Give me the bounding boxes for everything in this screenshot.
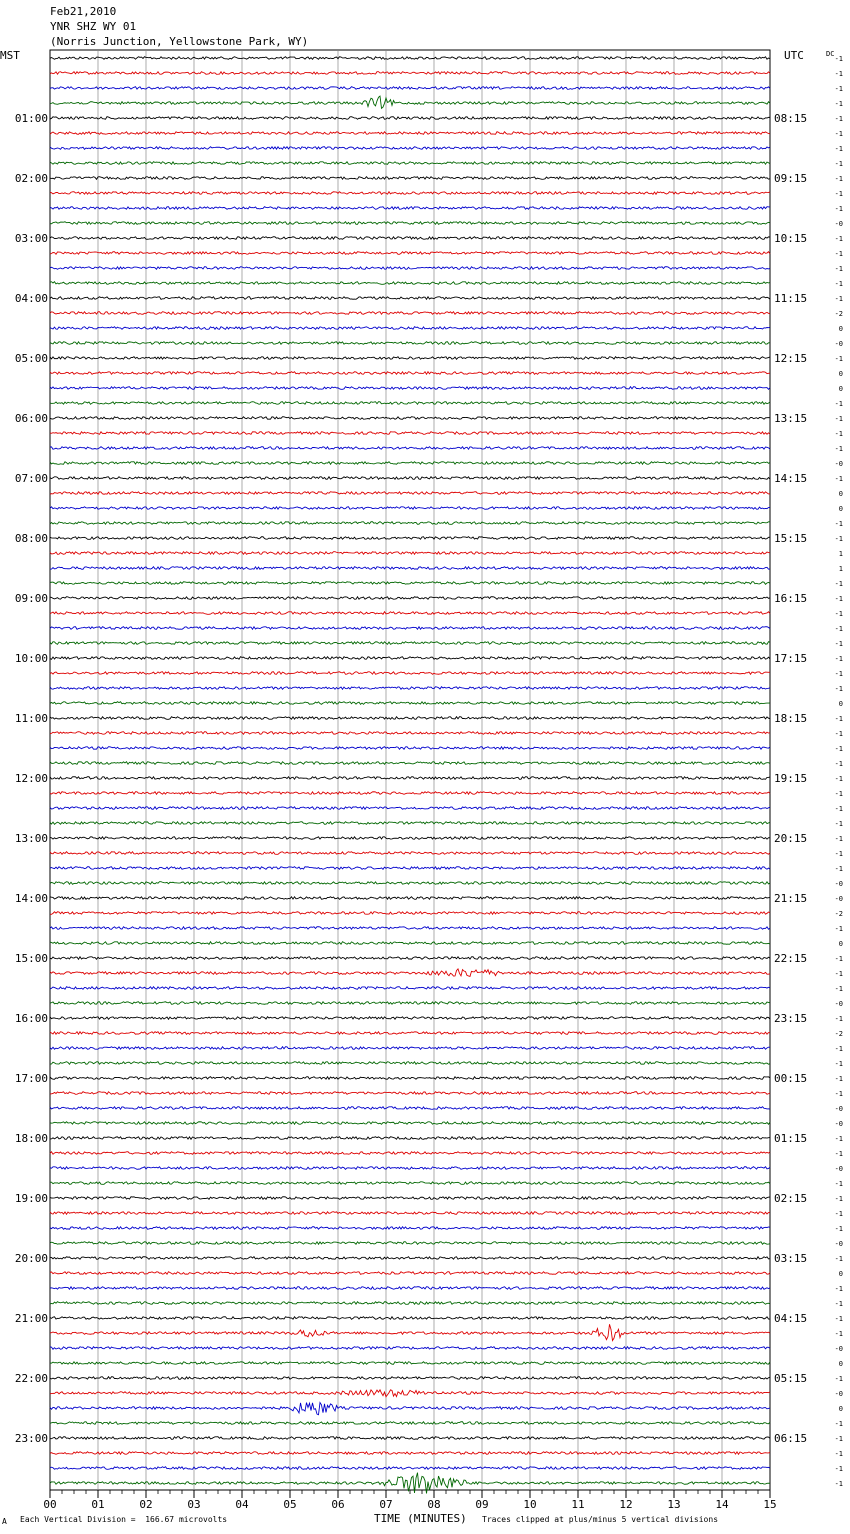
trace-line <box>50 1182 770 1185</box>
hour-label-mst: 12:00 <box>14 772 48 785</box>
clip-note: Traces clipped at plus/minus 5 vertical divisions <box>482 1515 719 1524</box>
trace-line <box>50 1062 770 1065</box>
dc-offset-label: -1 <box>834 430 843 438</box>
dc-offset-label: -1 <box>834 175 843 183</box>
dc-offset-label: -1 <box>834 1420 843 1428</box>
trace-line <box>50 822 770 825</box>
dc-offset-label: 0 <box>838 325 843 333</box>
dc-offset-label: -1 <box>834 160 843 168</box>
dc-offset-label: -1 <box>834 1150 843 1158</box>
trace-line <box>50 942 770 945</box>
dc-offset-label: -2 <box>834 1030 843 1038</box>
x-tick-label: 07 <box>379 1498 393 1511</box>
dc-offset-label: -1 <box>834 730 843 738</box>
hour-label-utc: 21:15 <box>774 892 808 905</box>
hour-label-mst: 06:00 <box>14 412 48 425</box>
trace-line <box>50 642 770 645</box>
trace-line <box>50 777 770 780</box>
trace-line <box>50 987 770 990</box>
dc-offset-label: -1 <box>834 790 843 798</box>
trace-line <box>50 72 770 75</box>
dc-offset-label: -1 <box>834 820 843 828</box>
dc-offset-label: -1 <box>834 235 843 243</box>
trace-line <box>50 762 770 765</box>
dc-offset-label: -1 <box>834 865 843 873</box>
dc-offset-label: -1 <box>834 130 843 138</box>
trace-line <box>50 1227 770 1230</box>
station-name: YNR SHZ WY 01 <box>50 20 137 33</box>
trace-line <box>50 1242 770 1245</box>
dc-offset-label: -1 <box>834 1375 843 1383</box>
hour-label-utc: 04:15 <box>774 1312 808 1325</box>
trace-line <box>50 717 770 720</box>
trace-line <box>50 1362 770 1365</box>
dc-offset-label: -1 <box>834 685 843 693</box>
dc-offset-label: -1 <box>834 250 843 258</box>
dc-offset-label: -1 <box>834 1180 843 1188</box>
dc-offset-label: -0 <box>834 1240 843 1248</box>
dc-offset-label: -1 <box>834 1045 843 1053</box>
x-tick-label: 01 <box>91 1498 105 1511</box>
x-tick-label: 15 <box>763 1498 777 1511</box>
trace-line <box>50 507 770 510</box>
hour-label-utc: 02:15 <box>774 1192 808 1205</box>
hour-label-utc: 01:15 <box>774 1132 808 1145</box>
trace-line <box>50 732 770 735</box>
hour-label-mst: 07:00 <box>14 472 48 485</box>
x-tick-label: 00 <box>43 1498 57 1511</box>
hour-label-utc: 00:15 <box>774 1072 808 1085</box>
hour-label-utc: 11:15 <box>774 292 808 305</box>
dc-offset-label: -0 <box>834 1165 843 1173</box>
hour-label-mst: 23:00 <box>14 1432 48 1445</box>
hour-label-utc: 12:15 <box>774 352 808 365</box>
trace-line <box>50 342 770 345</box>
hour-label-mst: 22:00 <box>14 1372 48 1385</box>
dc-offset-label: -1 <box>834 775 843 783</box>
dc-offset-label: 0 <box>838 385 843 393</box>
trace-line <box>50 1422 770 1425</box>
trace-line <box>50 1077 770 1080</box>
trace-line <box>50 837 770 840</box>
dc-offset-label: -1 <box>834 190 843 198</box>
dc-offset-label: -1 <box>834 955 843 963</box>
x-tick-label: 05 <box>283 1498 297 1511</box>
trace-line <box>50 1324 770 1340</box>
trace-line <box>50 1122 770 1125</box>
trace-line <box>50 969 770 976</box>
trace-line <box>50 237 770 240</box>
dc-offset-label: -1 <box>834 595 843 603</box>
trace-line <box>50 387 770 390</box>
trace-line <box>50 1137 770 1140</box>
trace-line <box>50 597 770 600</box>
dc-offset-label: -1 <box>834 415 843 423</box>
dc-offset-label: 0 <box>838 490 843 498</box>
trace-line <box>50 477 770 480</box>
trace-line <box>50 432 770 435</box>
dc-offset-label: -1 <box>834 265 843 273</box>
trace-line <box>50 357 770 360</box>
corner-mark: A <box>2 1517 7 1526</box>
dc-offset-label: -1 <box>834 670 843 678</box>
hour-label-mst: 18:00 <box>14 1132 48 1145</box>
trace-line <box>50 792 770 795</box>
trace-line <box>50 177 770 180</box>
trace-line <box>50 117 770 120</box>
dc-offset-label: -1 <box>834 1465 843 1473</box>
dc-offset-label: -1 <box>834 1435 843 1443</box>
dc-offset-label: 0 <box>838 370 843 378</box>
hour-label-utc: 05:15 <box>774 1372 808 1385</box>
dc-offset-label: -1 <box>834 745 843 753</box>
station-location: (Norris Junction, Yellowstone Park, WY) <box>50 35 309 48</box>
trace-line <box>50 462 770 465</box>
dc-offset-label: -1 <box>834 1060 843 1068</box>
dc-offset-label: -1 <box>834 205 843 213</box>
x-tick-label: 10 <box>523 1498 537 1511</box>
dc-offset-label: -1 <box>834 1090 843 1098</box>
dc-offset-label: -1 <box>834 1300 843 1308</box>
trace-line <box>50 1377 770 1380</box>
hour-label-mst: 17:00 <box>14 1072 48 1085</box>
trace-line <box>50 1047 770 1050</box>
dc-offset-label: -1 <box>834 1315 843 1323</box>
dc-offset-label: -1 <box>834 640 843 648</box>
hour-label-mst: 19:00 <box>14 1192 48 1205</box>
x-axis-title: TIME (MINUTES) <box>374 1512 467 1525</box>
dc-offset-label: -2 <box>834 910 843 918</box>
hour-label-utc: 08:15 <box>774 112 808 125</box>
dc-offset-label: -1 <box>834 295 843 303</box>
dc-offset-label: -1 <box>834 1195 843 1203</box>
trace-line <box>50 1403 770 1415</box>
dc-offset-label: -1 <box>834 580 843 588</box>
trace-line <box>50 702 770 705</box>
dc-offset-label: -1 <box>834 1330 843 1338</box>
dc-offset-label: -1 <box>834 145 843 153</box>
x-tick-label: 08 <box>427 1498 441 1511</box>
trace-line <box>50 1017 770 1020</box>
x-tick-label: 04 <box>235 1498 249 1511</box>
hour-label-utc: 17:15 <box>774 652 808 665</box>
dc-offset-label: -1 <box>834 1015 843 1023</box>
dc-offset-label: 0 <box>838 505 843 513</box>
utc-label: UTC <box>784 49 804 62</box>
hour-label-mst: 20:00 <box>14 1252 48 1265</box>
dc-offset-label: -1 <box>834 520 843 528</box>
dc-offset-label: -0 <box>834 1105 843 1113</box>
hour-label-mst: 09:00 <box>14 592 48 605</box>
trace-line <box>50 897 770 900</box>
dc-offset-label: -0 <box>834 880 843 888</box>
trace-line <box>50 927 770 930</box>
hour-label-utc: 13:15 <box>774 412 808 425</box>
x-tick-label: 03 <box>187 1498 201 1511</box>
trace-line <box>50 1152 770 1155</box>
trace-line <box>50 96 770 108</box>
trace-line <box>50 552 770 555</box>
dc-offset-label: -1 <box>834 610 843 618</box>
dc-offset-label: -0 <box>834 1120 843 1128</box>
dc-offset-label: -1 <box>834 760 843 768</box>
dc-offset-label: -1 <box>834 1135 843 1143</box>
trace-line <box>50 867 770 870</box>
trace-line <box>50 1317 770 1320</box>
dc-offset-label: -1 <box>834 1450 843 1458</box>
trace-line <box>50 1167 770 1170</box>
dc-offset-label: -1 <box>834 1285 843 1293</box>
trace-line <box>50 222 770 225</box>
hour-label-mst: 11:00 <box>14 712 48 725</box>
dc-offset-label: 1 <box>838 550 843 558</box>
trace-line <box>50 1272 770 1275</box>
dc-offset-label: 0 <box>838 1405 843 1413</box>
trace-line <box>50 852 770 855</box>
hour-label-utc: 15:15 <box>774 532 808 545</box>
dc-offset-label: -1 <box>834 835 843 843</box>
trace-line <box>50 417 770 420</box>
trace-line <box>50 1287 770 1290</box>
trace-line <box>50 582 770 585</box>
x-tick-label: 13 <box>667 1498 681 1511</box>
trace-line <box>50 1107 770 1110</box>
dc-offset-label: -1 <box>834 970 843 978</box>
trace-line <box>50 1467 770 1470</box>
trace-line <box>50 567 770 570</box>
trace-line <box>50 162 770 165</box>
hour-label-mst: 16:00 <box>14 1012 48 1025</box>
hour-label-utc: 23:15 <box>774 1012 808 1025</box>
trace-line <box>50 627 770 630</box>
trace-line <box>50 612 770 615</box>
dc-offset-label: -1 <box>834 1480 843 1488</box>
dc-offset-label: -0 <box>834 1345 843 1353</box>
dc-offset-label: -1 <box>834 1210 843 1218</box>
trace-line <box>50 402 770 405</box>
trace-line <box>50 87 770 90</box>
dc-offset-label: -1 <box>834 1255 843 1263</box>
plot-frame <box>50 50 770 1490</box>
dc-offset-label: -1 <box>834 115 843 123</box>
hour-label-utc: 20:15 <box>774 832 808 845</box>
trace-line <box>50 912 770 915</box>
trace-line <box>50 282 770 285</box>
trace-line <box>50 672 770 675</box>
dc-offset-label: -1 <box>834 985 843 993</box>
dc-offset-label: -0 <box>834 340 843 348</box>
hour-label-mst: 08:00 <box>14 532 48 545</box>
hour-label-utc: 10:15 <box>774 232 808 245</box>
trace-line <box>50 1302 770 1305</box>
trace-line <box>50 207 770 210</box>
hour-label-utc: 19:15 <box>774 772 808 785</box>
dc-label: DC <box>826 50 835 58</box>
hour-label-mst: 02:00 <box>14 172 48 185</box>
x-tick-label: 09 <box>475 1498 489 1511</box>
dc-offset-label: -1 <box>834 55 843 63</box>
trace-line <box>50 57 770 60</box>
dc-offset-label: -1 <box>834 400 843 408</box>
trace-line <box>50 1257 770 1260</box>
trace-line <box>50 657 770 660</box>
trace-line <box>50 1437 770 1440</box>
dc-offset-label: 0 <box>838 940 843 948</box>
dc-offset-label: -1 <box>834 625 843 633</box>
trace-line <box>50 252 770 255</box>
trace-line <box>50 192 770 195</box>
plot-date: Feb21,2010 <box>50 5 117 18</box>
dc-offset-label: -0 <box>834 895 843 903</box>
dc-offset-label: -1 <box>834 100 843 108</box>
trace-line <box>50 957 770 960</box>
dc-offset-label: -0 <box>834 220 843 228</box>
trace-line <box>50 522 770 525</box>
dc-offset-label: -1 <box>834 70 843 78</box>
x-tick-label: 14 <box>715 1498 729 1511</box>
trace-line <box>50 1452 770 1455</box>
trace-line <box>50 537 770 540</box>
scale-note: Each Vertical Division = 166.67 microvolts <box>20 1515 228 1524</box>
dc-offset-label: 1 <box>838 565 843 573</box>
hour-label-mst: 21:00 <box>14 1312 48 1325</box>
dc-offset-label: 0 <box>838 1270 843 1278</box>
dc-offset-label: -1 <box>834 1225 843 1233</box>
x-tick-label: 12 <box>619 1498 633 1511</box>
dc-offset-label: -0 <box>834 460 843 468</box>
dc-offset-label: -2 <box>834 310 843 318</box>
dc-offset-label: -1 <box>834 1075 843 1083</box>
dc-offset-label: -1 <box>834 445 843 453</box>
dc-offset-label: -1 <box>834 925 843 933</box>
trace-line <box>50 1347 770 1350</box>
hour-label-mst: 10:00 <box>14 652 48 665</box>
hour-label-utc: 03:15 <box>774 1252 808 1265</box>
x-tick-label: 11 <box>571 1498 585 1511</box>
trace-line <box>50 807 770 810</box>
trace-line <box>50 147 770 150</box>
trace-line <box>50 1092 770 1095</box>
x-tick-label: 06 <box>331 1498 345 1511</box>
hour-label-mst: 01:00 <box>14 112 48 125</box>
dc-offset-label: 0 <box>838 700 843 708</box>
hour-label-mst: 04:00 <box>14 292 48 305</box>
dc-offset-label: -1 <box>834 805 843 813</box>
trace-line <box>50 132 770 135</box>
dc-offset-label: -1 <box>834 280 843 288</box>
dc-offset-label: -0 <box>834 1390 843 1398</box>
hour-label-utc: 22:15 <box>774 952 808 965</box>
dc-offset-label: -1 <box>834 715 843 723</box>
hour-label-mst: 15:00 <box>14 952 48 965</box>
trace-line <box>50 372 770 375</box>
dc-offset-label: -1 <box>834 535 843 543</box>
hour-label-utc: 09:15 <box>774 172 808 185</box>
trace-line <box>50 747 770 750</box>
dc-offset-label: -1 <box>834 85 843 93</box>
trace-line <box>50 312 770 315</box>
trace-line <box>50 1197 770 1200</box>
hour-label-mst: 05:00 <box>14 352 48 365</box>
dc-offset-label: -1 <box>834 655 843 663</box>
trace-line <box>50 687 770 690</box>
x-tick-label: 02 <box>139 1498 153 1511</box>
trace-line <box>50 1212 770 1215</box>
trace-line <box>50 492 770 495</box>
trace-line <box>50 882 770 885</box>
hour-label-utc: 06:15 <box>774 1432 808 1445</box>
trace-line <box>50 267 770 270</box>
trace-line <box>50 1002 770 1005</box>
dc-offset-label: -1 <box>834 850 843 858</box>
hour-label-mst: 03:00 <box>14 232 48 245</box>
hour-label-utc: 14:15 <box>774 472 808 485</box>
trace-line <box>50 447 770 450</box>
hour-label-utc: 18:15 <box>774 712 808 725</box>
hour-label-mst: 13:00 <box>14 832 48 845</box>
mst-label: MST <box>0 49 20 62</box>
trace-line <box>50 297 770 300</box>
hour-label-utc: 16:15 <box>774 592 808 605</box>
trace-line <box>50 1032 770 1035</box>
dc-offset-label: -1 <box>834 475 843 483</box>
dc-offset-label: -1 <box>834 355 843 363</box>
dc-offset-label: -0 <box>834 1000 843 1008</box>
dc-offset-label: 0 <box>838 1360 843 1368</box>
hour-label-mst: 14:00 <box>14 892 48 905</box>
trace-line <box>50 1390 770 1397</box>
trace-line <box>50 327 770 330</box>
